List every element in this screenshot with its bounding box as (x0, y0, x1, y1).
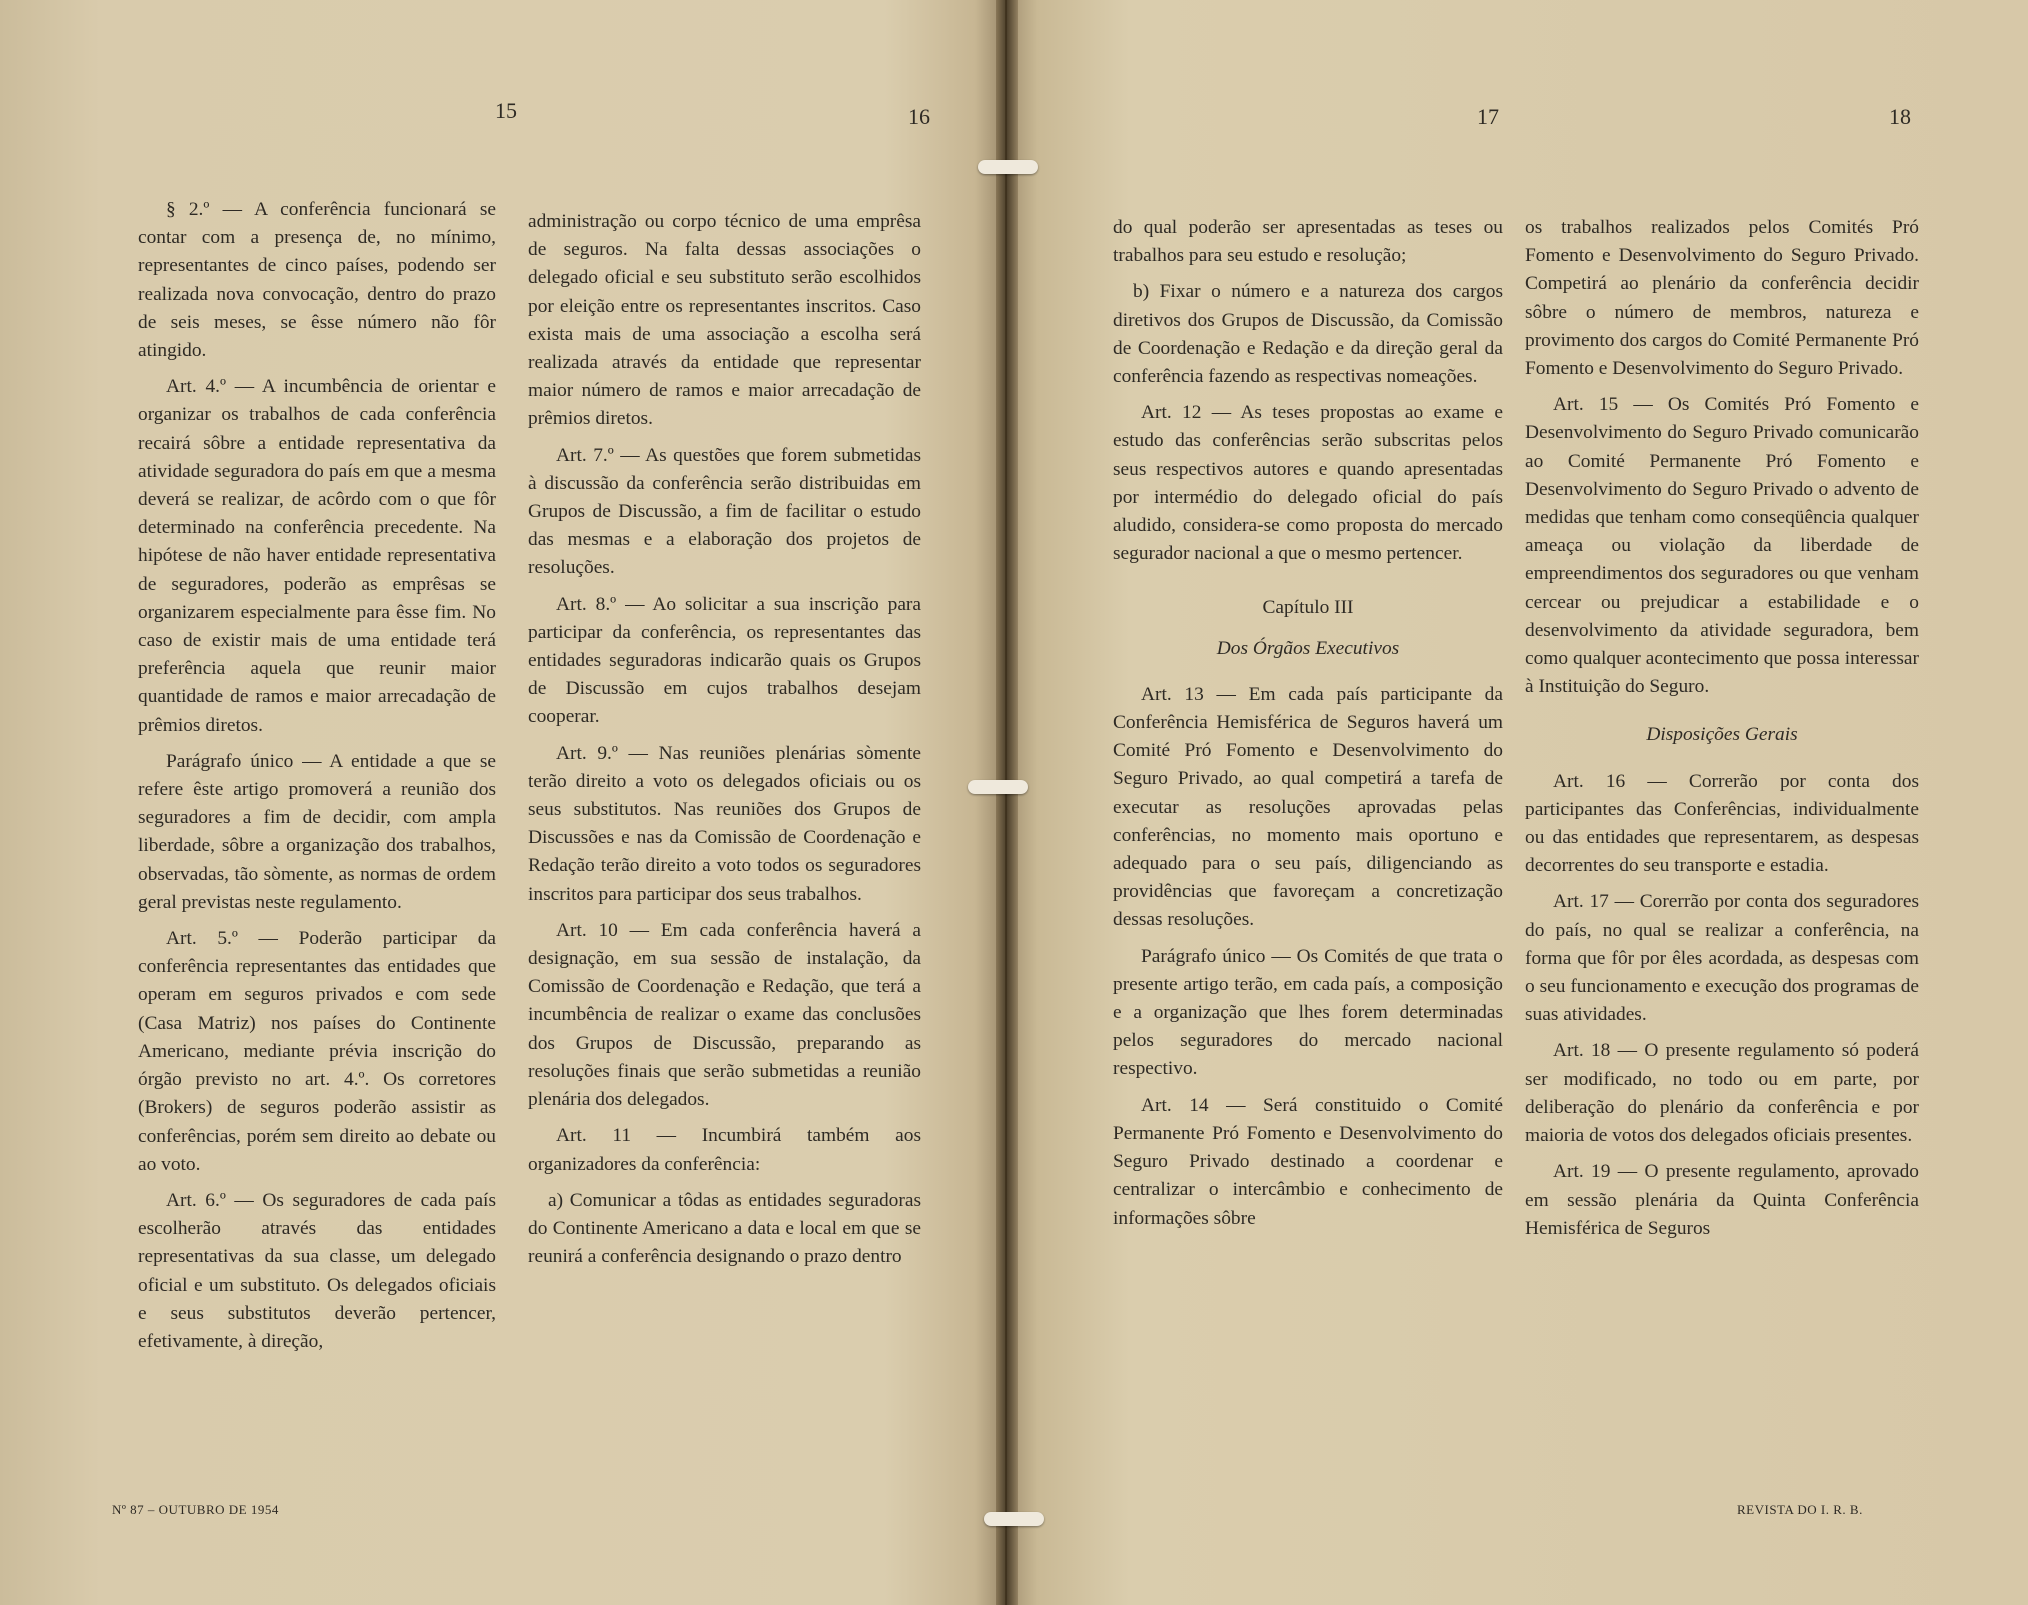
paragraph: Parágrafo único — A entidade a que se refere êste artigo promoverá a reunião dos seguradores a fim de decidir, com ampla liberdade, sôbre a organização dos trabalhos, observadas, tão sòmente, as normas de ordem geral previstas neste regulamento. (138, 750, 496, 913)
binding-stitch (978, 160, 1038, 174)
paragraph: b) Fixar o número e a natureza dos cargos diretivos dos Grupos de Discussão, da Comissão de Coordenação e Redação e da direção geral da conferência fazendo as respectivas nomeações. (1113, 281, 1503, 388)
page-number-17: 17 (1477, 104, 1499, 129)
paragraph: administração ou corpo técnico de uma emprêsa de seguros. Na falta dessas associações o delegado oficial e seu substituto serão escolhidos por eleição entre os representantes inscritos. Caso exista mais de uma associação a escolha será realizada através da entidade que representar maior número de ramos e maior arrecadação de prêmios diretos. (528, 211, 921, 430)
paragraph: Art. 10 — Em cada conferência haverá a designação, em sua sessão de instalação, da Comissão de Coordenação e Redação, que terá a incumbência de realizar o exame das conclusões dos Grupos de Discussão, preparando as resoluções finais que serão submetidas a reunião plenária dos delegados. (528, 919, 921, 1111)
binding-gutter (996, 0, 1018, 1605)
column-page-18 (1525, 214, 1919, 1251)
right-page (1007, 0, 2028, 1605)
paragraph: Art. 15 — Os Comités Pró Fomento e Desenvolvimento do Seguro Privado comunicarão ao Comité Permanente Pró Fomento e Desenvolvimento do Seguro Privado o advento de medidas que tenham como conseqüência qualquer ameaça ou violação da liberdade de empreendimentos dos seguradores ou que venham cercear ou prejudicar a estabilidade e o desenvolvimento da atividade seguradora, bem como qualquer acontecimento que possa interessar à Instituição do Seguro. (1525, 394, 1919, 698)
paragraph: Art. 14 — Será constituido o Comité Permanente Pró Fomento e Desenvolvimento do Seguro Privado destinado a coordenar e centralizar o intercâmbio e conhecimento de informações sôbre (1113, 1094, 1503, 1229)
paragraph: Art. 12 — As teses propostas ao exame e estudo das conferências serão subscritas pelos seus respectivos autores e quando apresentadas por intermédio do delegado oficial do país aludido, considera-se como proposta do mercado segurador nacional a que o mesmo pertencer. (1113, 402, 1503, 565)
binding-stitch (984, 1512, 1044, 1526)
paragraph: Art. 9.º — Nas reuniões plenárias sòmente terão direito a voto os delegados oficiais ou os seus substitutos. Nas reuniões dos Grupos de Discussões e nas da Comissão de Coordenação e Redação terão direito a voto todos os seguradores inscritos para participar dos seus trabalhos. (528, 742, 921, 905)
page-number-16: 16 (908, 104, 930, 129)
paragraph: Art. 13 — Em cada país participante da Conferência Hemisférica de Seguros haverá um Comité Pró Fomento e Desenvolvimento do Seguro Privado, ao qual competirá a tarefa de executar as resoluções aprovadas pelas conferências, no momento mais oportuno e adequado para o seu país, diligenciando as providências que favoreçam a concretização dessas resoluções. (1113, 683, 1503, 931)
left-page (0, 0, 1005, 1605)
paragraph: Art. 16 — Correrão por conta dos participantes das Conferências, individualmente ou das entidades que representarem, as despesas decorrentes do seu transporte e estadia. (1525, 770, 1919, 877)
section-heading: Disposições Gerais (1646, 724, 1798, 746)
column-page-15 (138, 196, 496, 1364)
paragraph: Art. 19 — O presente regulamento, aprovado em sessão plenária da Quinta Conferência Hemisférica de Seguros (1525, 1161, 1919, 1239)
binding-stitch (968, 780, 1028, 794)
column-page-16 (528, 208, 921, 1279)
paragraph: § 2.º — A conferência funcionará se contar com a presença de, no mínimo, representantes de cinco países, podendo ser realizada nova convocação, dentro do prazo de seis meses, se êsse número não fôr atingido. (138, 199, 496, 362)
paragraph: a) Comunicar a tôdas as entidades seguradoras do Continente Americano a data e local em que se reunirá a conferência designando o prazo dentro (528, 1189, 921, 1268)
paragraph: os trabalhos realizados pelos Comités Pró Fomento e Desenvolvimento do Seguro Privado. Competirá ao plenário da conferência decidir sôbre o número de membros, natureza e provimento dos cargos do Comité Permanente Pró Fomento e Desenvolvimento do Seguro Privado. (1525, 217, 1919, 380)
paragraph: do qual poderão ser apresentadas as teses ou trabalhos para seu estudo e resolução; (1113, 217, 1503, 267)
section-heading: Dos Órgãos Executivos (1216, 637, 1400, 659)
paragraph: Art. 5.º — Poderão participar da conferência representantes das entidades que operam em seguros privados e com sede (Casa Matriz) nos países do Continente Americano, mediante prévia inscrição do órgão previsto no art. 4.º. Os corretores (Brokers) de seguros poderão assistir as conferências, porém sem direito ao debate ou ao voto. (138, 928, 496, 1175)
paragraph: Art. 7.º — As questões que forem submetidas à discussão da conferência serão distribuidas em Grupos de Discussão, a fim de facilitar o estudo das mesmas e a elaboração dos projetos de resoluções. (528, 444, 921, 579)
paragraph: Art. 6.º — Os seguradores de cada país escolherão através das entidades representativas da sua classe, um delegado oficial e um substituto. Os delegados oficiais e seus substitutos deverão pertencer, efetivamente, à direção, (138, 1189, 496, 1352)
footer-journal: REVISTA DO I. R. B. (1737, 1502, 1863, 1517)
footer-issue: Nº 87 – OUTUBRO DE 1954 (112, 1502, 279, 1517)
paragraph: Art. 18 — O presente regulamento só poderá ser modificado, no todo ou em parte, por deliberação do plenário da conferência e por maioria de votos dos delegados oficiais presentes. (1525, 1040, 1919, 1147)
column-page-17 (1113, 214, 1503, 1241)
paragraph: Art. 17 — Corerrão por conta dos seguradores do país, no qual se realizar a conferência, na forma que fôr por êles acordada, as despesas com o seu funcionamento e execução dos programas de suas atividades. (1525, 891, 1919, 1026)
paragraph: Art. 11 — Incumbirá também aos organizadores da conferência: (528, 1125, 921, 1175)
paragraph: Art. 8.º — Ao solicitar a sua inscrição para participar da conferência, os representantes das entidades seguradoras indicarão quais os Grupos de Discussão em cujos trabalhos desejam cooperar. (528, 593, 921, 728)
page-number-18: 18 (1889, 104, 1911, 129)
chapter-heading: Capítulo III (1262, 597, 1354, 619)
page-number-15: 15 (495, 98, 517, 123)
paragraph: Parágrafo único — Os Comités de que trata o presente artigo terão, em cada país, a composição e a organização que lhes forem determinadas pelos seguradores do mercado nacional respectivo. (1113, 945, 1503, 1080)
paragraph: Art. 4.º — A incumbência de orientar e organizar os trabalhos de cada conferência recairá sôbre a entidade representativa da atividade seguradora do país em que a mesma deverá se realizar, de acôrdo com o que fôr determinado na conferência precedente. Na hipótese de não haver entidade representativa de seguradores, poderão as emprêsas se organizarem especialmente para êsse fim. No caso de existir mais de uma entidade terá preferência aquela que reunir maior quantidade de ramos e maior arrecadação de prêmios diretos. (138, 376, 496, 736)
